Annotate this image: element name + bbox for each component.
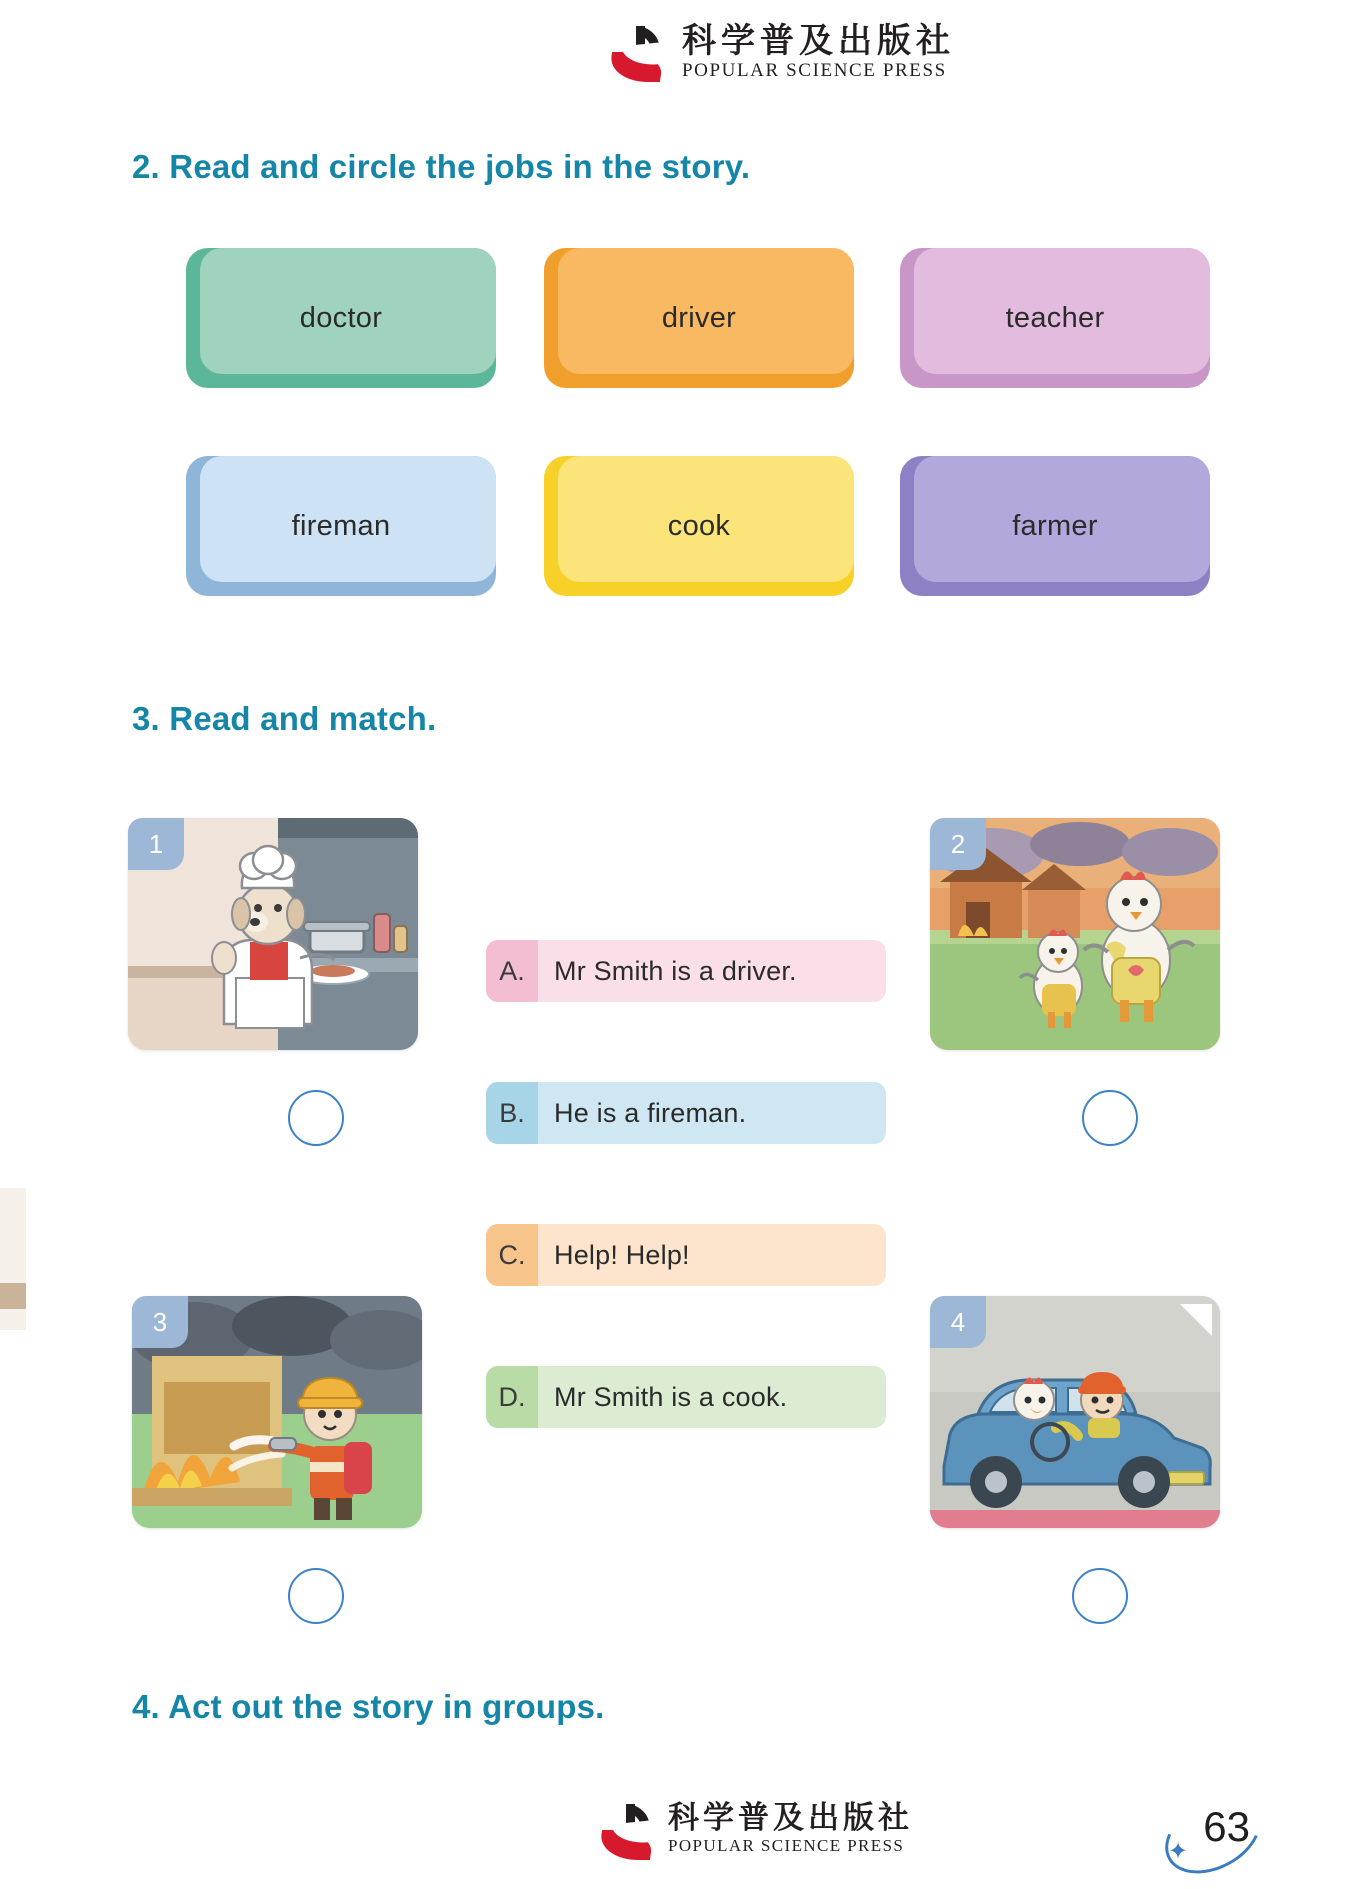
word-card-teacher[interactable] <box>900 248 1210 388</box>
exercise-4-heading: 4. Act out the story in groups. <box>132 1688 605 1725</box>
word-card-label: teacher <box>1005 301 1105 334</box>
press-logo-icon <box>600 1800 654 1858</box>
word-card-label: driver <box>661 301 737 334</box>
match-picture-number-2: 2 <box>930 818 986 870</box>
match-picture-number-1: 1 <box>128 818 184 870</box>
match-sentence-c[interactable] <box>486 1224 886 1286</box>
sentence-tag: B. <box>486 1082 538 1144</box>
sentence-text: Mr Smith is a driver. <box>554 955 797 986</box>
word-card-label: doctor <box>299 301 383 334</box>
sentence-tag: C. <box>486 1224 538 1286</box>
press-logo-icon <box>610 22 668 84</box>
sentence-tag: D. <box>486 1366 538 1428</box>
word-card-farmer[interactable] <box>900 456 1210 596</box>
exercise-3-heading: 3. Read and match. <box>132 700 437 737</box>
exercise-2-heading: 2. Read and circle the jobs in the story. <box>132 148 751 185</box>
match-answer-circle-1[interactable] <box>288 1090 344 1146</box>
page-edge-artifact-shadow <box>0 1283 26 1309</box>
publisher-name-cn: 科学普及出版社 <box>668 1800 913 1837</box>
word-card-fireman[interactable] <box>186 456 496 596</box>
match-picture-number-4: 4 <box>930 1296 986 1348</box>
publisher-logo-top <box>610 22 955 84</box>
word-card-driver[interactable] <box>544 248 854 388</box>
word-card-label: fireman <box>291 509 391 542</box>
sentence-text: Help! Help! <box>554 1239 690 1270</box>
sentence-text: He is a fireman. <box>554 1097 747 1128</box>
publisher-name-en: POPULAR SCIENCE PRESS <box>682 60 947 82</box>
sentence-text: Mr Smith is a cook. <box>554 1381 788 1412</box>
word-card-cook[interactable] <box>544 456 854 596</box>
match-answer-circle-3[interactable] <box>288 1568 344 1624</box>
page-number <box>1152 1795 1272 1875</box>
page-number-sparkle-icon: ✦ <box>1168 1838 1189 1865</box>
match-picture-number-3: 3 <box>132 1296 188 1348</box>
match-sentence-b[interactable] <box>486 1082 886 1144</box>
match-sentence-a[interactable] <box>486 940 886 1002</box>
match-sentence-d[interactable] <box>486 1366 886 1428</box>
page-number-value: 63 <box>1203 1803 1250 1850</box>
word-card-label: farmer <box>1012 509 1098 542</box>
word-card-doctor[interactable] <box>186 248 496 388</box>
match-answer-circle-4[interactable] <box>1072 1568 1128 1624</box>
publisher-name-en: POPULAR SCIENCE PRESS <box>668 1835 905 1855</box>
word-card-label: cook <box>667 509 731 542</box>
publisher-logo-bottom <box>600 1800 913 1858</box>
match-answer-circle-2[interactable] <box>1082 1090 1138 1146</box>
publisher-name-cn: 科学普及出版社 <box>682 20 955 61</box>
sentence-tag: A. <box>486 940 538 1002</box>
